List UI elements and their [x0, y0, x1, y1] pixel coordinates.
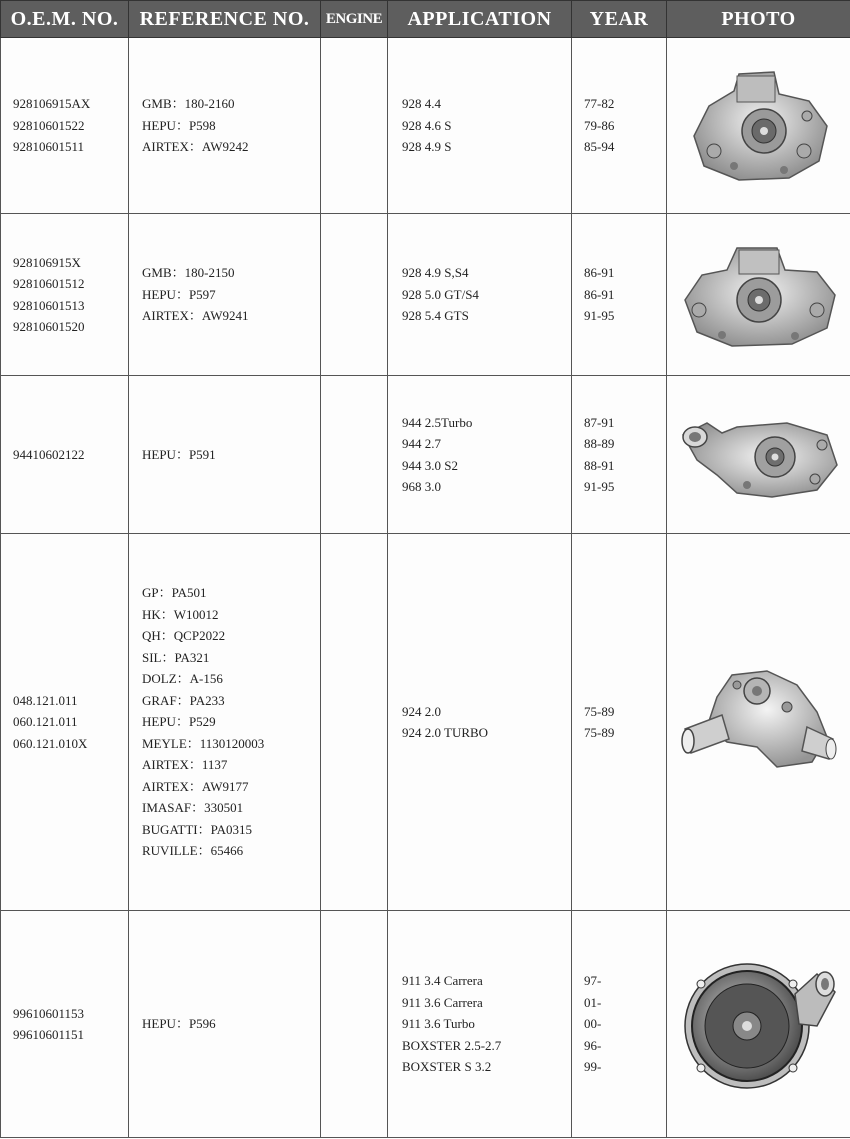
oem-number: 99610601153: [13, 1005, 85, 1021]
header-row: [1, 1, 850, 38]
year-cell: [572, 214, 667, 376]
reference-cell: [129, 376, 321, 534]
year-cell: [572, 534, 667, 911]
reference-number: GRAF：PA233: [142, 692, 225, 708]
oem-number: 92810601511: [13, 139, 85, 155]
year-range: 85-94: [584, 139, 615, 155]
engine-cell: [321, 38, 388, 214]
application-entry: BOXSTER S 3.2: [402, 1059, 492, 1075]
application-entry: 928 4.9 S: [402, 139, 452, 155]
reference-cell: [129, 38, 321, 214]
year-cell: [572, 38, 667, 214]
table-row: [1, 534, 850, 911]
oem-number: 060.121.011: [13, 714, 78, 730]
reference-number: HEPU：P596: [142, 1016, 216, 1032]
year-cell: [572, 376, 667, 534]
table-row: [1, 214, 850, 376]
year-range: 75-89: [584, 725, 615, 740]
year-range: 01-: [584, 994, 602, 1010]
oem-number: 92810601512: [13, 276, 85, 291]
reference-number: GMB：180-2160: [142, 96, 235, 112]
application-cell: [388, 214, 572, 376]
year-range: 86-91: [584, 265, 615, 281]
application-cell: [388, 38, 572, 214]
header-photo: PHOTO: [667, 1, 850, 38]
application-entry: BOXSTER 2.5-2.7: [402, 1037, 502, 1053]
application-cell: [388, 534, 572, 911]
year-cell: [572, 911, 667, 1138]
reference-number: AIRTEX：AW9177: [142, 778, 249, 794]
photo-cell: [667, 38, 850, 214]
year-range: 00-: [584, 1016, 602, 1032]
reference-number: AIRTEX：1137: [142, 757, 228, 773]
reference-number: QH：QCP2022: [142, 628, 226, 644]
application-entry: 911 3.4 Carrera: [402, 973, 483, 989]
application-entry: 928 4.4: [402, 96, 441, 112]
header-application: APPLICATION: [388, 1, 572, 38]
photo-cell: [667, 376, 850, 534]
engine-cell: [321, 911, 388, 1138]
oem-cell: [1, 38, 129, 214]
year-range: 91-95: [584, 479, 615, 494]
application-entry: 924 2.0 TURBO: [402, 725, 489, 740]
reference-number: HEPU：P591: [142, 446, 216, 462]
year-range: 87-91: [584, 414, 615, 430]
reference-number: GMB：180-2150: [142, 265, 235, 281]
application-entry: 911 3.6 Turbo: [402, 1016, 475, 1032]
year-range: 77-82: [584, 96, 615, 112]
reference-number: HEPU：P597: [142, 286, 216, 302]
year-range: 88-91: [584, 457, 615, 473]
year-range: 79-86: [584, 117, 615, 133]
application-entry: 924 2.0: [402, 703, 441, 719]
reference-number: AIRTEX：AW9242: [142, 139, 249, 155]
engine-cell: [321, 534, 388, 911]
reference-number: BUGATTI：PA0315: [142, 821, 253, 837]
water-pump-photo: [679, 66, 839, 186]
oem-number: 92810601522: [13, 117, 85, 133]
oem-cell: [1, 376, 129, 534]
table-row: [1, 376, 850, 534]
reference-number: HEPU：P598: [142, 117, 216, 133]
oem-number: 928106915AX: [13, 96, 91, 112]
year-range: 91-95: [584, 308, 615, 324]
header-engine: ENGINE: [321, 1, 388, 38]
application-cell: [388, 376, 572, 534]
reference-number: HEPU：P529: [142, 714, 216, 730]
year-range: 75-89: [584, 703, 615, 719]
year-range: 96-: [584, 1037, 602, 1053]
table-row: [1, 38, 850, 214]
oem-number: 92810601520: [13, 319, 85, 334]
oem-cell: [1, 534, 129, 911]
application-entry: 968 3.0: [402, 479, 441, 494]
engine-cell: [321, 376, 388, 534]
header-year: YEAR: [572, 1, 667, 38]
oem-number: 928106915X: [13, 254, 81, 270]
reference-number: MEYLE：1130120003: [142, 735, 265, 751]
oem-number: 94410602122: [13, 446, 85, 462]
oem-cell: [1, 911, 129, 1138]
photo-cell: [667, 911, 850, 1138]
application-entry: 944 2.5Turbo: [402, 414, 473, 430]
header-oem: O.E.M. NO.: [1, 1, 129, 38]
year-range: 97-: [584, 973, 602, 989]
oem-number: 060.121.010X: [13, 735, 88, 751]
oem-number: 99610601151: [13, 1027, 85, 1042]
application-entry: 928 4.9 S,S4: [402, 265, 469, 281]
application-entry: 928 5.0 GT/S4: [402, 286, 479, 302]
reference-number: HK：W10012: [142, 606, 219, 622]
application-entry: 944 3.0 S2: [402, 457, 458, 473]
application-cell: [388, 911, 572, 1138]
oem-number: 048.121.011: [13, 692, 78, 708]
reference-cell: [129, 911, 321, 1138]
engine-cell: [321, 214, 388, 376]
year-range: 86-91: [584, 286, 615, 302]
oem-cell: [1, 214, 129, 376]
application-entry: 911 3.6 Carrera: [402, 994, 483, 1010]
reference-cell: [129, 214, 321, 376]
reference-number: GP：PA501: [142, 585, 207, 601]
reference-cell: [129, 534, 321, 911]
application-entry: 944 2.7: [402, 436, 441, 451]
year-range: 88-89: [584, 436, 615, 451]
photo-cell: [667, 214, 850, 376]
application-entry: 928 4.6 S: [402, 117, 452, 133]
table-row: [1, 911, 850, 1138]
water-pump-photo: [677, 240, 841, 350]
reference-number: AIRTEX：AW9241: [142, 308, 249, 324]
reference-number: IMASAF：330501: [142, 800, 244, 816]
water-pump-photo: [677, 954, 841, 1094]
water-pump-photo: [677, 405, 841, 505]
reference-number: RUVILLE：65466: [142, 843, 244, 859]
reference-number: DOLZ：A-156: [142, 671, 223, 687]
oem-number: 92810601513: [13, 297, 85, 313]
header-reference: REFERENCE NO.: [129, 1, 321, 38]
water-pump-photo: [677, 667, 841, 777]
reference-number: SIL：PA321: [142, 649, 210, 665]
year-range: 99-: [584, 1059, 602, 1075]
photo-cell: [667, 534, 850, 911]
application-entry: 928 5.4 GTS: [402, 308, 469, 324]
